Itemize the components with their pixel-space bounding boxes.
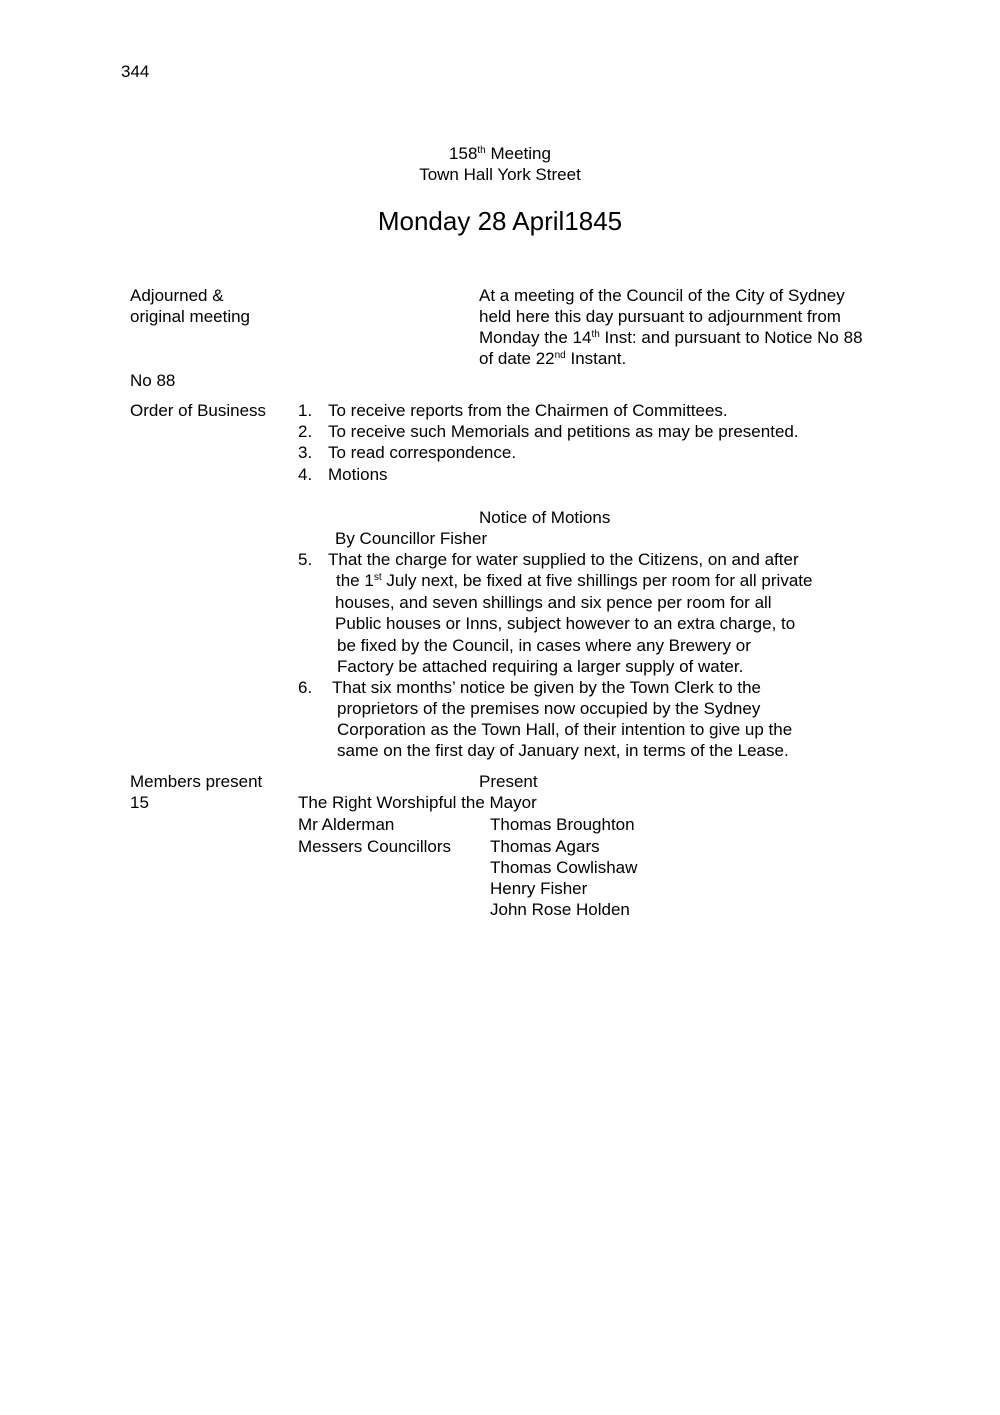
margin-adjourned-line2: original meeting	[130, 307, 251, 326]
order-item-4-num: 4.	[298, 465, 313, 484]
intro-line-4	[479, 348, 626, 369]
order-item-2-num: 2.	[298, 422, 313, 441]
intro-line-3-sup: th	[591, 329, 600, 340]
intro-line-3	[479, 327, 863, 348]
notice-by: By Councillor Fisher	[335, 529, 488, 548]
meeting-number-suffix: th	[477, 145, 486, 156]
margin-order-of-business: Order of Business	[130, 401, 267, 420]
meeting-location: Town Hall York Street	[419, 165, 581, 184]
present-councillor-3: Henry Fisher	[490, 879, 588, 898]
order-item-2-text: To receive such Memorials and petitions as may be presented.	[328, 422, 799, 441]
present-mayor: The Right Worshipful the Mayor	[298, 793, 537, 812]
motion-5-line-2-sup: st	[373, 572, 382, 583]
margin-adjourned-line1: Adjourned &	[130, 286, 224, 305]
motion-6-line-4: same on the first day of January next, in terms of the Lease.	[337, 741, 789, 760]
motion-6-line-2: proprietors of the premises now occupied by the Sydney	[337, 699, 761, 718]
meeting-number-value: 158	[449, 144, 478, 163]
present-councillor-1: Thomas Agars	[490, 837, 600, 856]
motion-5-line-2	[336, 570, 812, 591]
motion-6-line-1: That six months’ notice be given by the Town Clerk to the	[332, 678, 762, 697]
notice-heading: Notice of Motions	[479, 508, 611, 527]
intro-line-1: At a meeting of the Council of the City of Sydney	[479, 286, 845, 305]
motion-5-line-3: houses, and seven shillings and six pence per room for all	[335, 593, 772, 612]
motion-6-line-3: Corporation as the Town Hall, of their intention to give up the	[337, 720, 793, 739]
motion-5-line-4: Public houses or Inns, subject however to an extra charge, to	[335, 614, 796, 633]
order-item-3-num: 3.	[298, 443, 313, 462]
intro-line-2: held here this day pursuant to adjournment from	[479, 307, 841, 326]
motion-5-num: 5.	[298, 550, 313, 569]
motion-5-line-2-a: the 1	[336, 571, 374, 590]
motion-6-num: 6.	[298, 678, 313, 697]
margin-notice-no: No 88	[130, 371, 176, 390]
meeting-number	[0, 143, 1000, 164]
order-item-1-num: 1.	[298, 401, 313, 420]
meeting-word: Meeting	[485, 144, 551, 163]
order-item-1-text: To receive reports from the Chairmen of Committees.	[328, 401, 728, 420]
intro-line-3-a: Monday the 14	[479, 328, 592, 347]
present-heading: Present	[479, 772, 538, 791]
margin-members-count: 15	[130, 793, 149, 812]
present-councillor-4: John Rose Holden	[490, 900, 630, 919]
intro-line-4-a: of date 22	[479, 349, 555, 368]
meeting-date-title: Monday 28 April1845	[377, 206, 623, 236]
intro-line-4-b: Instant.	[565, 349, 627, 368]
intro-line-3-b: Inst: and pursuant to Notice No 88	[599, 328, 863, 347]
order-item-3-text: To read correspondence.	[328, 443, 517, 462]
page-number: 344	[121, 62, 150, 81]
margin-members-present: Members present	[130, 772, 263, 791]
motion-5-line-1: That the charge for water supplied to the Citizens, on and after	[328, 550, 799, 569]
present-alderman-name: Thomas Broughton	[490, 815, 635, 834]
order-item-4-text: Motions	[328, 465, 388, 484]
motion-5-line-2-b: July next, be fixed at five shillings per room for all private	[381, 571, 813, 590]
motion-5-line-6: Factory be attached requiring a larger supply of water.	[337, 657, 744, 676]
present-alderman-label: Mr Alderman	[298, 815, 395, 834]
intro-line-4-sup: nd	[554, 350, 566, 361]
present-councillors-label: Messers Councillors	[298, 837, 452, 856]
motion-5-line-5: be fixed by the Council, in cases where any Brewery or	[337, 636, 751, 655]
present-councillor-2: Thomas Cowlishaw	[490, 858, 638, 877]
